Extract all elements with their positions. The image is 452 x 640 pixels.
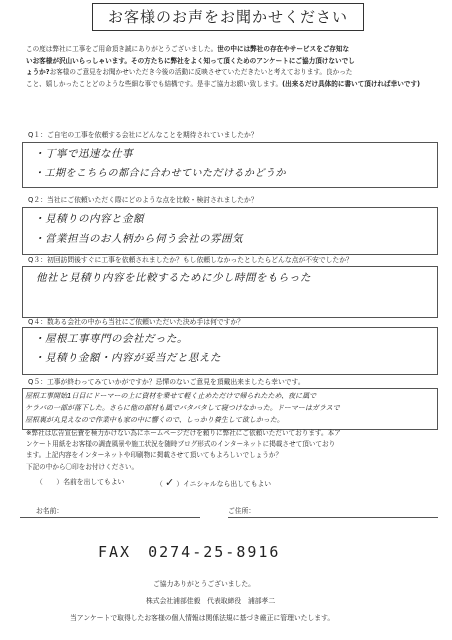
address-label: ご住所：	[228, 507, 256, 515]
consent-option-name-label: 名前を出してもよい	[63, 478, 125, 486]
intro-line-2: いお客様が沢山いらっしゃいます。	[26, 56, 131, 65]
q5-answer-1: 屋根工事開始1日目にドーマーの上に資材を乗せて軽く止めただけで帰られたため、夜に風で	[25, 392, 317, 400]
q3-answer-1: 他社と見積り内容を比較するために少し時間をもらった	[36, 272, 311, 284]
q1-answer-2: ・工期をこちらの都合に合わせていただけるかどうか	[34, 168, 286, 179]
q5-answer-3: 屋根裏が丸見えなので作業中も家の中に響くので、しっかり養生して欲しかった。	[25, 416, 284, 424]
intro-line-3b: お客様のご意見をお聞かせいただき今後の活動に反映させていただきたいと考えております。良かった	[49, 68, 353, 76]
checkmark-icon: ✓	[164, 476, 175, 489]
company-text: 株式会社浦部佳毅 代表取締役 浦部孝二	[146, 597, 276, 605]
intro-line-1b: 世の中には弊社の存在やサービスをご存知な	[217, 45, 350, 53]
consent-option-initial-label: イニシャルなら出してもよい	[183, 480, 272, 488]
consent-paren: ）	[174, 480, 184, 488]
intro-line-4b: (出来るだけ具体的に書いて頂ければ幸いです)	[282, 79, 421, 88]
name-field[interactable]	[20, 517, 200, 518]
intro-line-3: ょうか?	[26, 68, 50, 76]
q5-answer-2: ケラバの一部が落下した。さらに他の部材も風でバタバタして寝つけなかった。ドーマーはガラスで	[25, 404, 340, 412]
thanks-text: ご協力ありがとうございました。	[153, 580, 255, 588]
fax-number: FAX 0274-25-8916	[98, 543, 281, 561]
privacy-text: 当アンケートで取得したお客様の個人情報は関係法規に基づき厳正に管理いたします。	[70, 614, 335, 622]
q1-answer-1: ・丁寧で迅速な仕事	[34, 148, 133, 160]
intro-text	[26, 44, 436, 90]
name-label: お名前：	[36, 507, 64, 515]
q2-label: Q２：当社にご依頼いただく際にどのような点を比較・検討されましたか？	[28, 196, 258, 204]
consent-option-initial[interactable]	[156, 476, 271, 489]
q2-answer-2: ・営業担当のお人柄から伺う会社の雰囲気	[34, 233, 243, 245]
q2-answer-1: ・見積りの内容と金額	[34, 213, 144, 225]
q4-answer-1: ・屋根工事専門の会社だった。	[34, 333, 188, 345]
intro-line-1: この度は弊社に工事をご用命頂き誠にありがとうございました。	[26, 45, 218, 53]
note-line-1: ※弊社は広告宣伝費を極力かけない為にホームページだけを頼りに弊社にご依頼いただいております。本ア	[26, 429, 341, 437]
note-line-3: ます。上記内容をインターネットや印刷物に掲載させて頂いてもよろしいでしょうか？	[26, 451, 283, 460]
q1-label: Q１：ご自宅の工事を依頼する会社にどんなことを期待されていましたか？	[28, 131, 258, 139]
q4-answer-2: ・見積り金額・内容が妥当だと思えた	[34, 352, 221, 364]
q5-label: Q５：工事が終わってみていかがですか？忌憚のないご意見を頂戴出来ましたら幸いです。	[28, 378, 305, 386]
page-title: お客様のお声をお聞かせください	[92, 3, 364, 31]
consent-paren: （ ）	[36, 478, 64, 486]
q4-label: Q４：数ある会社の中から当社にご依頼いただいた決め手は何ですか？	[28, 318, 245, 326]
consent-paren: （	[156, 480, 165, 488]
consent-option-name[interactable]	[36, 476, 124, 486]
address-field[interactable]	[228, 517, 438, 518]
intro-line-4: こと、嬉しかったことどのような些細な事でも結構です。是非ご協力お願い致します。	[26, 79, 283, 88]
publication-notes	[26, 428, 436, 473]
intro-line-2b: その方たちに弊社をよく知って頂くためのアンケートにご協力頂けないでし	[130, 56, 355, 65]
q3-label: Q３：初回訪問後すぐに工事を依頼されましたか？もし依頼しなかったとしたらどんな点が不安でしたか？	[28, 256, 353, 264]
note-line-4: 下記の中から〇印をお付けください。	[26, 462, 139, 471]
note-line-2: ンケート用紙をお客様の調査風景や施工状況を随時ブログ形式のインターネットに掲載させて頂いており	[26, 440, 336, 449]
